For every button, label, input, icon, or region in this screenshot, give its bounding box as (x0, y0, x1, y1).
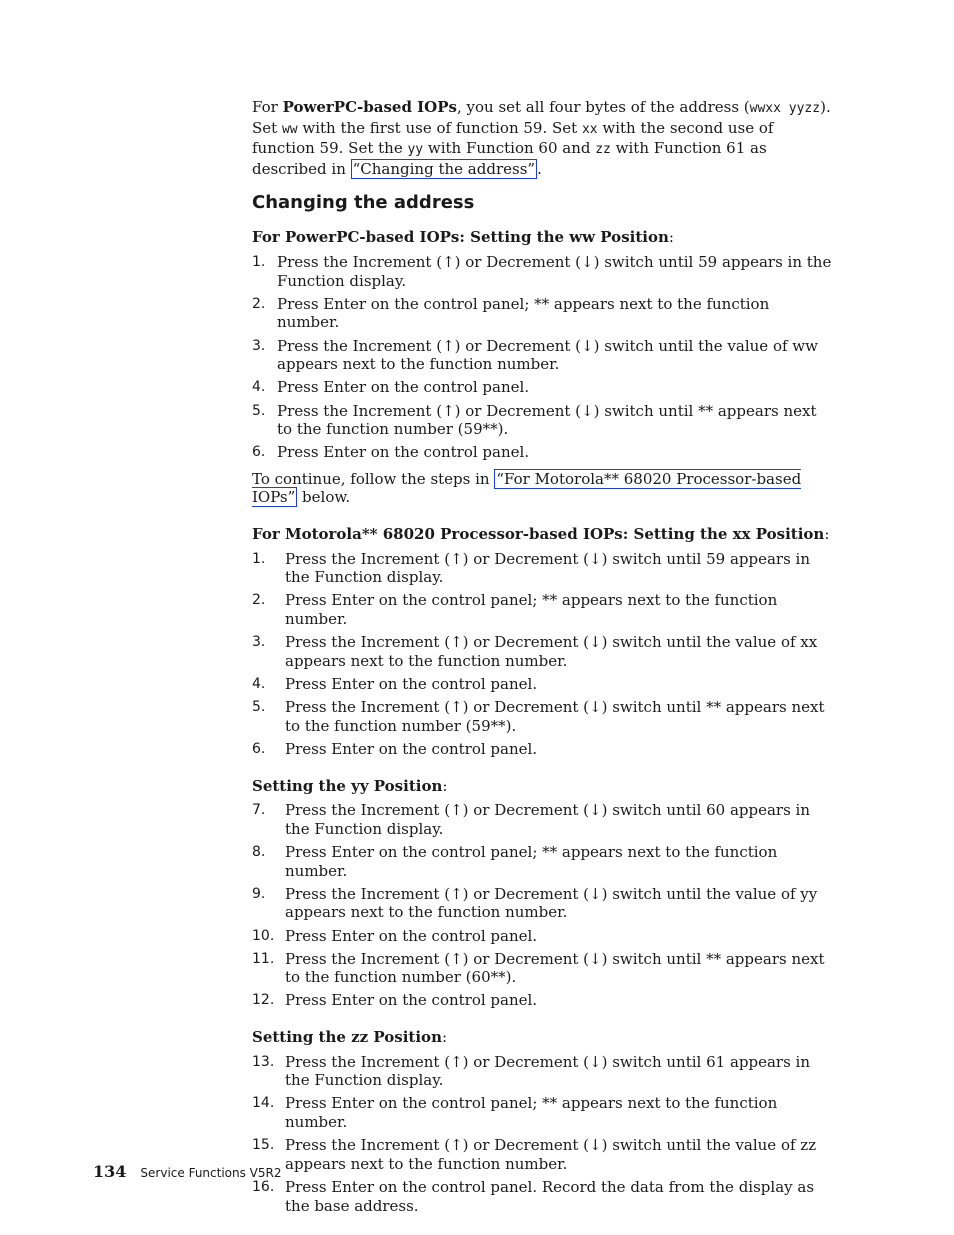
section-heading: Changing the address (252, 192, 475, 214)
code-zz: zz (595, 142, 611, 158)
subheading-ww-position (252, 228, 834, 247)
step-text: Press the Increment (↑) or Decrement (↓) switch until 61 appears in the Function display. (285, 1052, 811, 1090)
step-number: 6. (252, 444, 266, 461)
subheading-colon: : (441, 1028, 448, 1047)
subheading-zz-position (252, 1028, 834, 1047)
step-number: 12. (252, 992, 275, 1009)
step-number: 13. (252, 1053, 275, 1070)
step-item (252, 740, 834, 759)
step-text: Press the Increment (↑) or Decrement (↓) switch until the value of xx appears next to the function number. (285, 633, 818, 670)
link-motorola-iops[interactable]: “For Motorola** 68020 Processor-based IOPs” (252, 469, 802, 507)
step-text: Press Enter on the control panel; ** appears next to the function number. (285, 842, 778, 880)
step-text: Press the Increment (↑) or Decrement (↓) switch until the value of ww appears next to the function number. (277, 336, 818, 374)
subheading-text: Setting the zz Position (252, 1028, 442, 1047)
step-text: Press Enter on the control panel. (285, 675, 538, 693)
step-text: Press Enter on the control panel. (285, 926, 538, 945)
step-text: Press the Increment (↑) or Decrement (↓) switch until 59 appears in the Function display. (285, 549, 811, 587)
step-item (252, 295, 834, 332)
step-item (252, 801, 834, 838)
continue-paragraph (252, 470, 834, 507)
subheading-text: Setting the yy Position (252, 776, 443, 795)
step-number: 1. (252, 253, 266, 270)
intro-text: with the second use of function 59. Set the (252, 118, 774, 158)
intro-text: with Function 61 as described in (252, 139, 767, 178)
step-text: Press Enter on the control panel. (277, 378, 530, 397)
step-item (252, 1136, 834, 1173)
step-number: 8. (252, 843, 266, 860)
intro-text: with the first use of function 59. Set (297, 118, 582, 137)
steps-list-yy (252, 801, 834, 1010)
step-item (252, 1178, 834, 1215)
steps-list-xx (252, 550, 834, 759)
step-number: 3. (252, 337, 266, 354)
step-item (252, 633, 834, 670)
step-number: 14. (252, 1095, 275, 1112)
step-item (252, 675, 834, 694)
subheading-text: For Motorola** 68020 Processor-based IOPs: Setting the xx Position (252, 525, 825, 544)
code-yy: yy (407, 142, 424, 158)
intro-text: , you set all four bytes of the address ( (456, 98, 750, 116)
subheading-colon: : (668, 228, 674, 247)
step-item (252, 378, 834, 397)
step-number: 10. (252, 927, 275, 944)
step-item (252, 698, 834, 735)
step-item (252, 885, 834, 922)
step-number: 4. (252, 676, 266, 692)
step-item (252, 591, 834, 628)
steps-list-zz (252, 1053, 834, 1216)
step-item (252, 402, 834, 439)
intro-text: ). Set (252, 98, 831, 137)
step-text: Press Enter on the control panel. (285, 739, 538, 758)
code-xx: xx (581, 121, 598, 137)
step-text: Press the Increment (↑) or Decrement (↓) switch until 59 appears in the Function display. (277, 252, 832, 290)
subheading-text: For PowerPC-based IOPs: Setting the ww Position (252, 228, 669, 247)
step-number: 11. (252, 950, 275, 967)
steps-list-ww (252, 253, 834, 462)
step-number: 2. (252, 592, 266, 609)
step-item (252, 1094, 834, 1131)
step-number: 5. (252, 402, 266, 419)
step-text: Press Enter on the control panel. Record the data from the display as the base address. (285, 1178, 815, 1215)
step-number: 2. (252, 295, 266, 312)
step-item (252, 843, 834, 880)
step-number: 6. (252, 740, 266, 757)
step-number: 4. (252, 379, 266, 396)
subheading-colon: : (824, 525, 830, 544)
step-number: 5. (252, 699, 266, 716)
step-item (252, 1053, 834, 1090)
step-text: Press the Increment (↑) or Decrement (↓) switch until ** appears next to the function number (60**). (285, 949, 825, 987)
step-number: 9. (252, 885, 266, 902)
continue-text: below. (297, 488, 351, 507)
step-text: Press the Increment (↑) or Decrement (↓) switch until the value of yy appears next to the function number. (285, 884, 818, 922)
intro-text: For (252, 98, 283, 116)
step-text: Press Enter on the control panel; ** appears next to the function number. (277, 294, 770, 332)
step-item (252, 991, 834, 1010)
step-item (252, 927, 834, 946)
step-text: Press Enter on the control panel. (277, 443, 530, 462)
code-wwxx-yyzz: wwxx yyzz (749, 101, 821, 116)
step-item (252, 443, 834, 462)
intro-paragraph (252, 98, 834, 178)
step-text: Press the Increment (↑) or Decrement (↓) switch until ** appears next to the function number (59**). (285, 698, 825, 735)
continue-text: To continue, follow the steps in (252, 469, 495, 488)
step-item (252, 950, 834, 987)
step-text: Press Enter on the control panel; ** appears next to the function number. (285, 1094, 778, 1132)
step-item (252, 337, 834, 374)
page-footer (93, 1162, 282, 1181)
step-text: Press Enter on the control panel; ** appears next to the function number. (285, 591, 778, 629)
step-item (252, 550, 834, 587)
book-title: Service Functions V5R2 (140, 1166, 282, 1180)
page-number: 134 (93, 1162, 127, 1181)
link-changing-the-address[interactable]: “Changing the address” (352, 159, 536, 178)
step-number: 3. (252, 634, 266, 651)
step-text: Press the Increment (↑) or Decrement (↓) switch until ** appears next to the function number (59**). (277, 401, 817, 439)
code-ww: ww (281, 121, 298, 137)
step-number: 16. (252, 1179, 275, 1195)
step-number: 1. (252, 550, 266, 567)
intro-text: with Function 60 and (423, 139, 596, 158)
intro-bold: PowerPC-based IOPs (282, 98, 457, 116)
step-text: Press the Increment (↑) or Decrement (↓) switch until the value of zz appears next to the function number. (285, 1136, 817, 1173)
step-text: Press Enter on the control panel. (285, 991, 538, 1010)
step-number: 15. (252, 1137, 275, 1154)
intro-text: . (537, 159, 542, 178)
page-content (252, 98, 834, 1220)
step-number: 7. (252, 802, 266, 819)
subheading-colon: : (442, 776, 448, 795)
subheading-xx-position (252, 525, 834, 544)
subheading-yy-position (252, 777, 834, 796)
step-text: Press the Increment (↑) or Decrement (↓) switch until 60 appears in the Function display. (285, 801, 811, 838)
step-item (252, 253, 834, 290)
